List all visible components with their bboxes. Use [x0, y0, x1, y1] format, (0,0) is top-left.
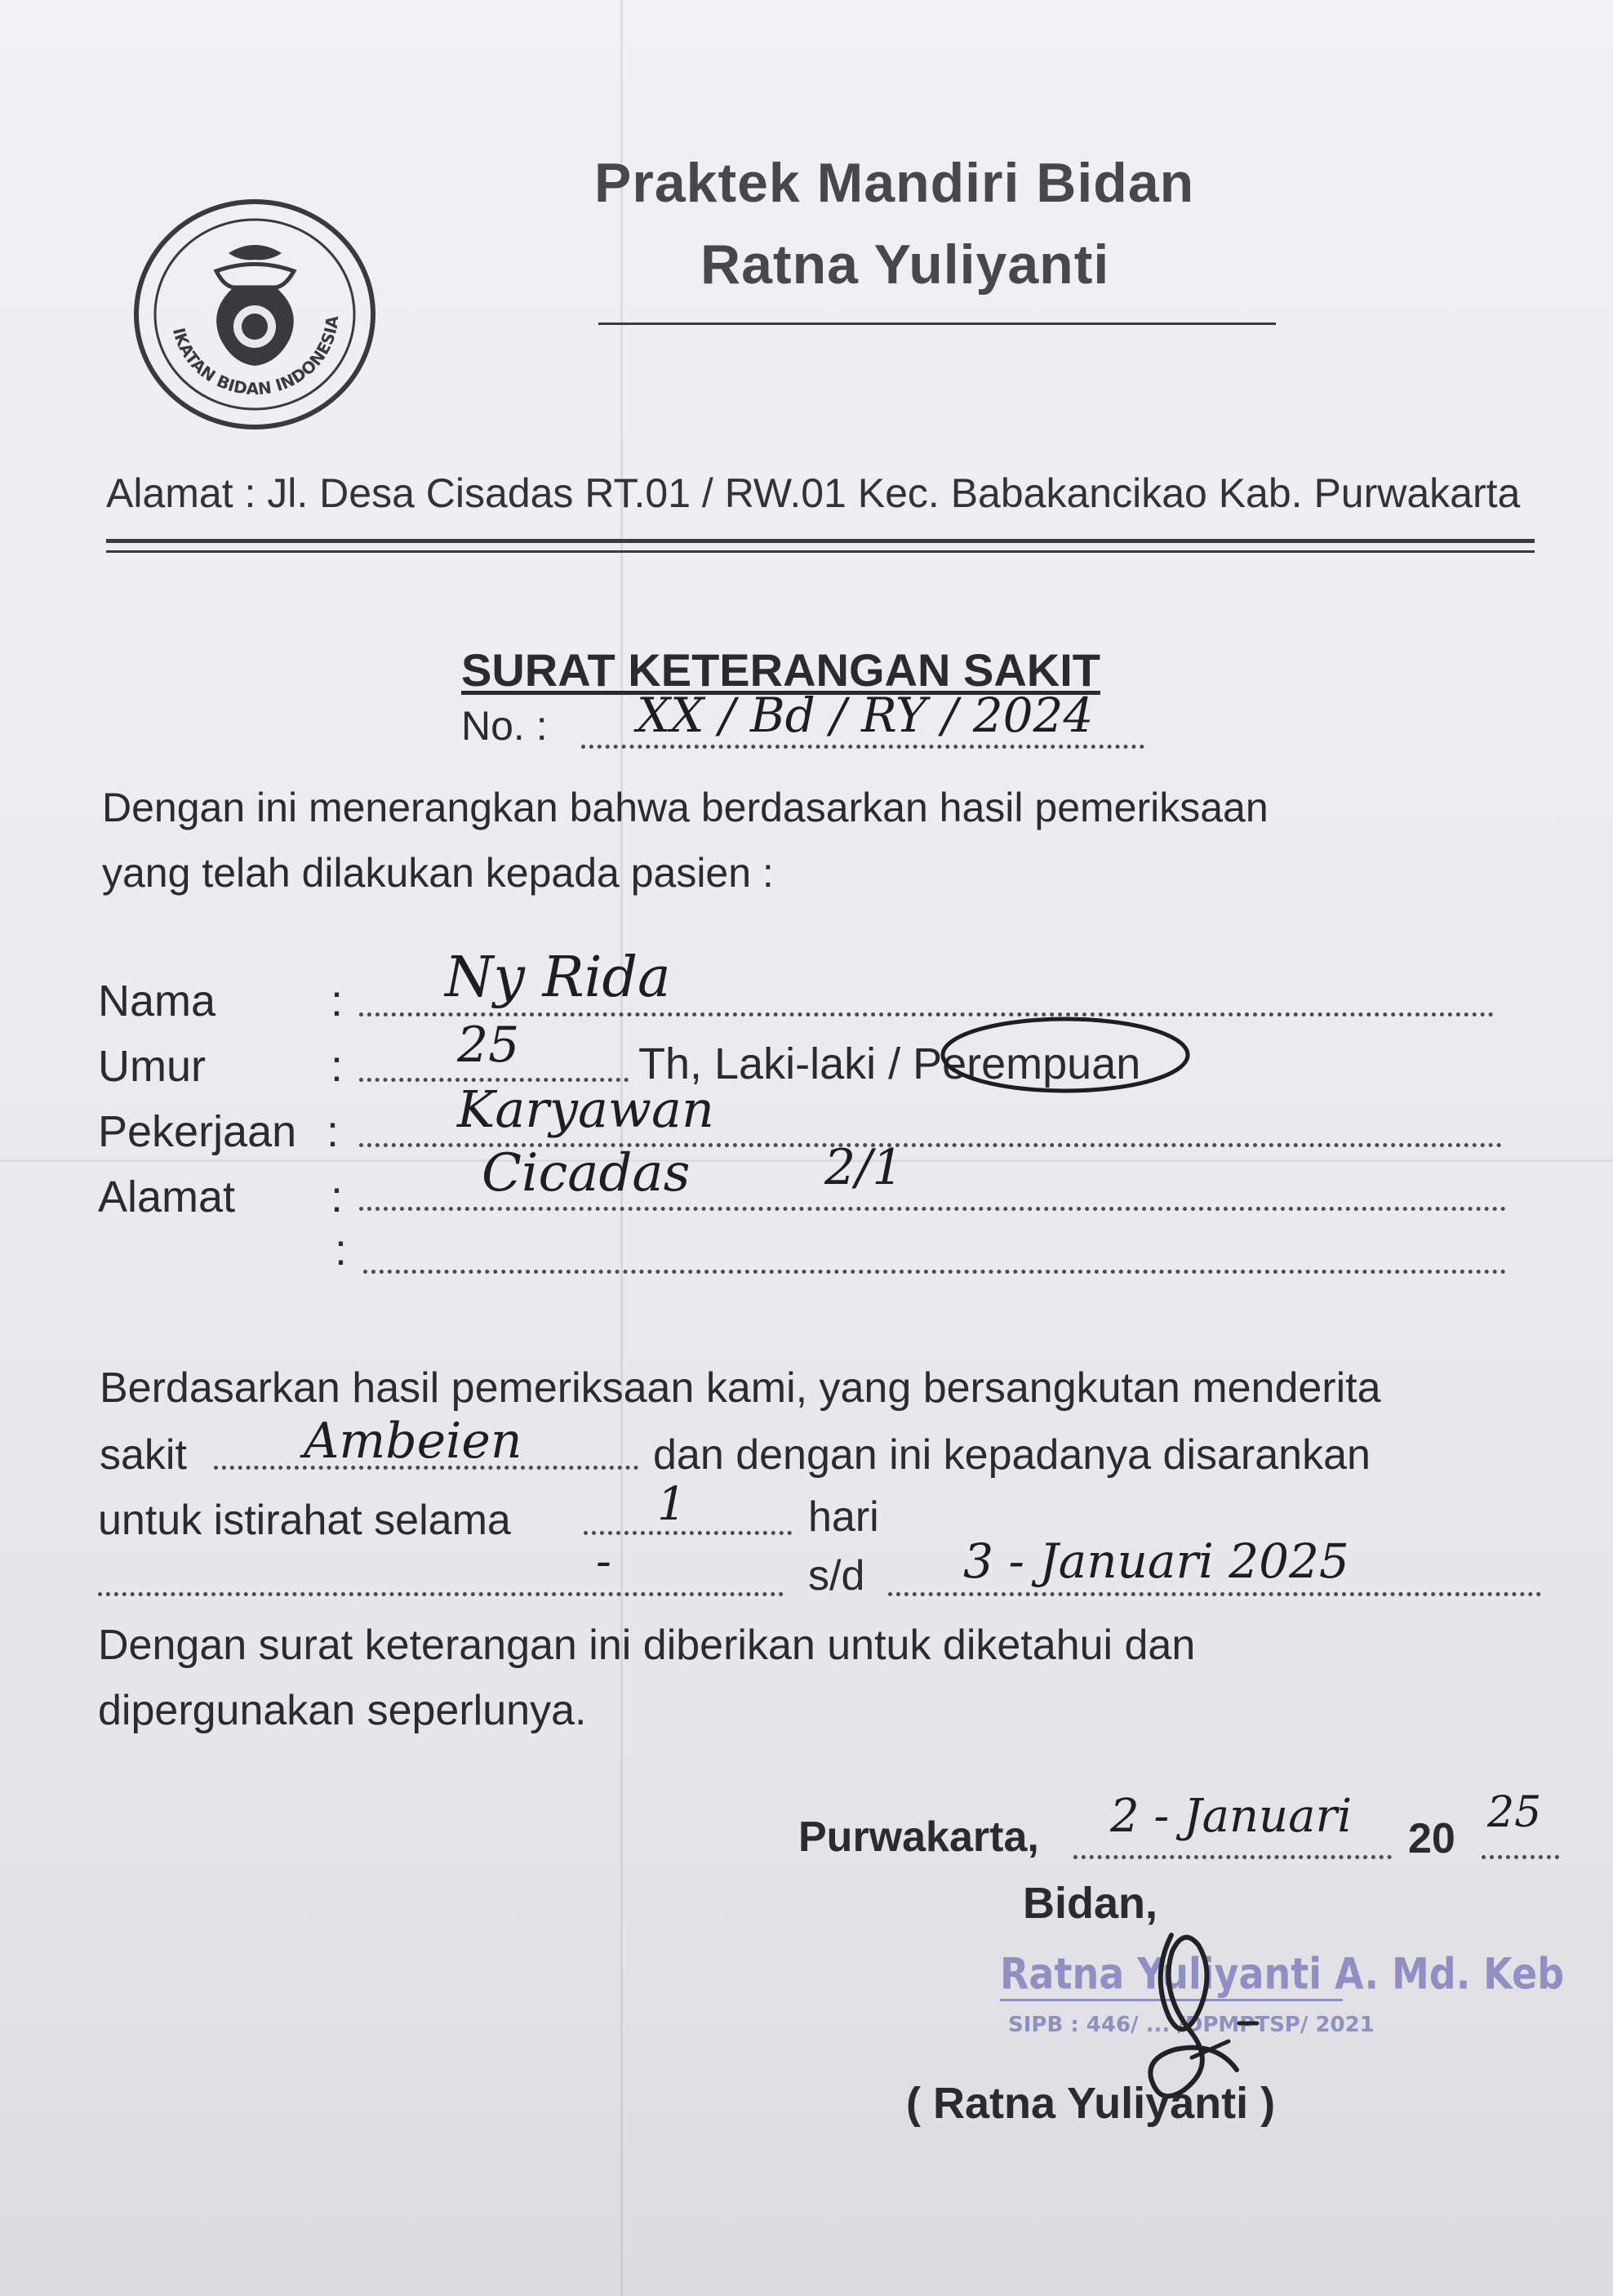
address-dots — [359, 1207, 1506, 1211]
address-dots-2 — [363, 1270, 1506, 1274]
until-label: s/d — [808, 1552, 865, 1600]
address-rule-bottom — [106, 550, 1535, 553]
ibi-logo — [131, 196, 380, 433]
until-date-value: 3 - Januari 2025 — [963, 1533, 1349, 1589]
signer-role: Bidan, — [1023, 1879, 1158, 1928]
signature-date-value: 2 - Januari — [1110, 1790, 1353, 1843]
rest-days-value: 1 — [657, 1478, 687, 1531]
gender-options: Th, Laki-laki / Perempuan — [638, 1039, 1141, 1088]
address-colon-2: : — [335, 1226, 348, 1275]
job-colon: : — [327, 1107, 340, 1156]
signature-year-prefix: 20 — [1408, 1815, 1455, 1862]
name-colon: : — [331, 977, 344, 1026]
address-value: Cicadas — [482, 1143, 691, 1204]
closing-line1: Dengan surat keterangan ini diberikan untuk diketahui dan — [98, 1622, 1196, 1669]
age-label: Umur — [98, 1042, 206, 1091]
address-rt-rw: 2/1 — [824, 1139, 904, 1196]
clinic-address: Alamat : Jl. Desa Cisadas RT.01 / RW.01 Kec. Babakancikao Kab. Purwakarta — [106, 470, 1521, 516]
signature-year-dots — [1482, 1855, 1559, 1859]
diagnosis-line1: Berdasarkan hasil pemeriksaan kami, yang bersangkutan menderita — [100, 1364, 1381, 1412]
job-label: Pekerjaan — [98, 1107, 297, 1156]
until-dots — [888, 1592, 1541, 1596]
signature-year-value: 25 — [1487, 1788, 1542, 1837]
illness-value: Ambeien — [304, 1413, 522, 1470]
rest-label: untuk istirahat selama — [98, 1497, 511, 1544]
number-dots — [581, 745, 1144, 749]
stamp-line2: SIPB : 446/ ... /DPMPTSP/ 2021 — [1008, 2013, 1375, 2037]
number-value: XX / Bd / RY / 2024 — [637, 687, 1094, 743]
intro-line1: Dengan ini menerangkan bahwa berdasarkan hasil pemeriksaan — [102, 785, 1269, 830]
document-heading: SURAT KETERANGAN SAKIT — [461, 644, 1100, 696]
start-date-dash: - — [596, 1535, 611, 1588]
signature-place: Purwakarta, — [798, 1813, 1039, 1861]
signature-date-dots — [1073, 1855, 1392, 1859]
number-label: No. : — [461, 703, 548, 749]
name-dots — [359, 1012, 1494, 1017]
advice-text: dan dengan ini kepadanya disarankan — [653, 1431, 1371, 1479]
start-date-dots — [98, 1592, 784, 1596]
hari-label: hari — [808, 1493, 879, 1541]
clinic-title-underline — [598, 323, 1276, 325]
address-colon: : — [331, 1172, 344, 1221]
rest-dots — [584, 1531, 792, 1535]
name-label: Nama — [98, 977, 216, 1026]
clinic-title-line1: Praktek Mandiri Bidan — [594, 152, 1195, 214]
sakit-label: sakit — [100, 1431, 187, 1479]
signer-name: ( Ratna Yuliyanti ) — [906, 2079, 1276, 2128]
intro-line2: yang telah dilakukan kepada pasien : — [102, 850, 774, 896]
closing-line2: dipergunakan seperlunya. — [98, 1687, 587, 1734]
age-colon: : — [331, 1042, 344, 1091]
logo-lettering: IKATAN BIDAN INDONESIA — [168, 314, 343, 399]
stamp-line1: Ratna Yuliyanti A. Md. Keb — [1000, 1947, 1565, 2000]
age-value: 25 — [457, 1017, 520, 1074]
clinic-title-line2: Ratna Yuliyanti — [700, 234, 1110, 296]
address-rule-top — [106, 539, 1535, 543]
name-value: Ny Rida — [445, 946, 671, 1010]
paper-fold-horizontal — [0, 1159, 1613, 1162]
address-label: Alamat — [98, 1172, 236, 1221]
gender-circle-mark — [939, 1004, 1192, 1094]
job-value: Karyawan — [457, 1079, 714, 1139]
